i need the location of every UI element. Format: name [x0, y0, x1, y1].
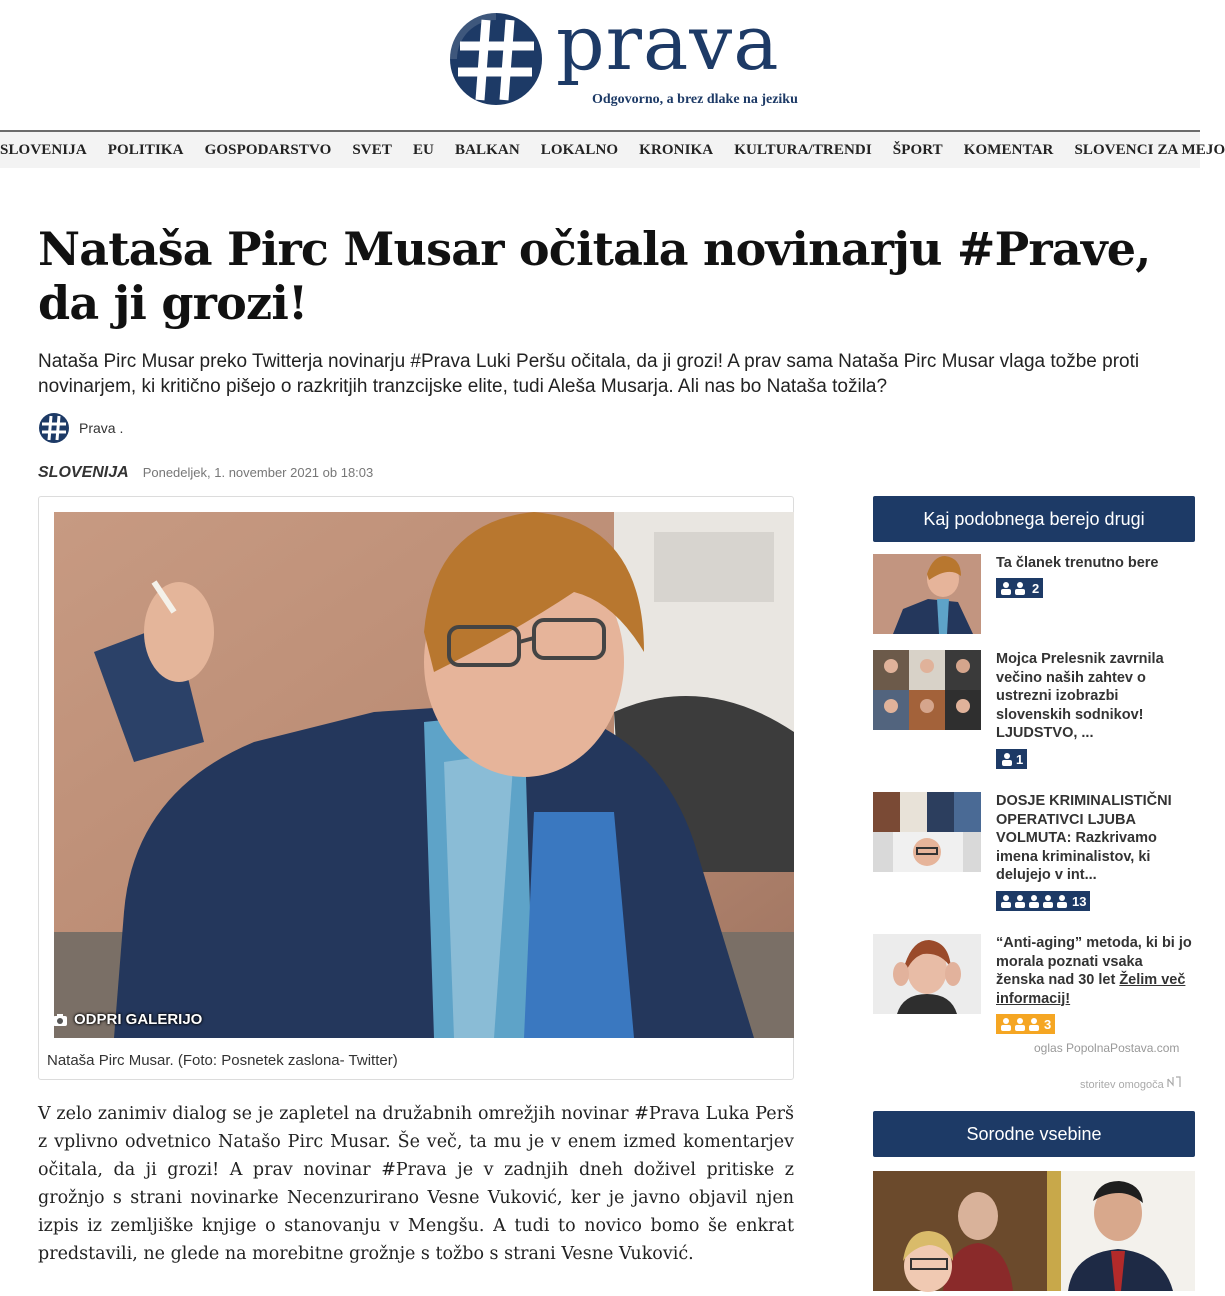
readers-icon: [1000, 581, 1030, 595]
ad-source-note[interactable]: oglas PopolnaPostava.com: [1034, 1041, 1180, 1055]
related-article-image[interactable]: [873, 1171, 1195, 1291]
sidebar-article-1[interactable]: [873, 554, 1195, 634]
reader-count-badge: 2: [996, 578, 1043, 598]
article-figure: [38, 496, 794, 1080]
sidebar-ad[interactable]: [873, 934, 1195, 1034]
article-category[interactable]: SLOVENIJA: [38, 464, 129, 481]
photo-caption: Nataša Pirc Musar. (Foto: Posnetek zaslona- Twitter): [47, 1052, 398, 1069]
hashtag-logo-icon: [446, 12, 546, 106]
article-photo[interactable]: [54, 512, 794, 1038]
nav-item-slovenija[interactable]: SLOVENIJA: [0, 141, 87, 158]
ad-title[interactable]: “Anti-aging” metoda, ki bi jo morala poznati vsaka ženska nad 30 let Želim več informacij!: [996, 935, 1192, 1007]
sidebar-article-title[interactable]: DOSJE KRIMINALISTIČNI OPERATIVCI LJUBA VOLMUTA: Razkrivamo imena kriminalistov, ki delujejo v int...: [996, 793, 1172, 883]
article-lead: Nataša Pirc Musar preko Twitterja novinarju #Prava Luki Peršu očitala, da ji grozi! A prav sama Nataša Pirc Musar vlaga tožbe proti novinarjem, ki kritično pišejo o razkritjih tranzcijske elite, tudi Aleša Musarja. Ali nas bo Nataša tožila?: [38, 351, 1140, 397]
author-avatar-icon: [38, 412, 70, 444]
article-title: Nataša Pirc Musar očitala novinarju #Prave, da ji grozi!: [38, 222, 1151, 330]
nav-item-eu[interactable]: EU: [412, 141, 434, 158]
sidebar-thumb[interactable]: [873, 792, 981, 872]
nav-item-sport[interactable]: ŠPORT: [892, 141, 943, 158]
article-date: Ponedeljek, 1. november 2021 ob 18:03: [142, 465, 374, 480]
provider-logo-icon: [1167, 1076, 1181, 1088]
service-provider-note[interactable]: storitev omogoča: [1080, 1076, 1181, 1091]
reader-count-badge: 3: [996, 1014, 1055, 1034]
sidebar-article-title[interactable]: Ta članek trenutno bere: [996, 555, 1159, 571]
sidebar-thumb[interactable]: [873, 650, 981, 730]
camera-icon: [52, 1013, 68, 1027]
reader-count-badge: 13: [996, 891, 1090, 911]
nav-item-balkan[interactable]: BALKAN: [455, 141, 520, 158]
nav-item-svet[interactable]: SVET: [352, 141, 392, 158]
nav-item-slovenci-za-mejo[interactable]: SLOVENCI ZA MEJO: [1074, 141, 1225, 158]
open-gallery-button[interactable]: [52, 1011, 202, 1028]
readers-icon: [1000, 894, 1070, 908]
related-heading: Sorodne vsebine: [873, 1111, 1195, 1157]
sidebar-thumb[interactable]: [873, 554, 981, 634]
readers-icon: [1000, 752, 1014, 766]
photo-illustration: [54, 512, 794, 1038]
sidebar-article-3[interactable]: [873, 792, 1195, 912]
author-byline[interactable]: [38, 412, 123, 444]
site-logo[interactable]: [446, 0, 826, 112]
author-name[interactable]: Prava .: [79, 420, 124, 436]
ad-more-info-link[interactable]: Želim več informacij!: [996, 972, 1186, 1007]
reader-count-badge: 1: [996, 749, 1027, 769]
nav-item-kronika[interactable]: KRONIKA: [639, 141, 714, 158]
readers-icon: [1000, 1017, 1042, 1031]
article-meta: [38, 464, 373, 482]
nav-item-kultura-trendi[interactable]: KULTURA/TRENDI: [734, 141, 872, 158]
sidebar-article-2[interactable]: [873, 650, 1195, 770]
ad-thumb[interactable]: [873, 934, 981, 1014]
nav-item-komentar[interactable]: KOMENTAR: [963, 141, 1054, 158]
sidebar-article-title[interactable]: Mojca Prelesnik zavrnila večino naših zahtev o ustrezni izobrazbi slovenskih sodnikov! LJUDSTVO, ...: [996, 651, 1164, 741]
nav-item-politika[interactable]: POLITIKA: [107, 141, 184, 158]
article-body: V zelo zanimiv dialog se je zapletel na družabnih omrežjih novinar #Prava Luka Perš z vplivno odvetnico Natašo Pirc Musar. Še več, ta mu je v enem izmed komentarjev očitala, da ji grozi! A prav novinar #Prava je v zadnjih dneh doživel pritiske z grožnjo s strani novinarke Necenzurirano Vesne Vuković, ker je javno objavil njen izpis iz zemljiške knjige o stanovanju v Mengšu. A tudi to novico bomo še enkrat predstavili, ne glede na morebitne grožnje s tožbo s strani Vesne Vuković.: [38, 1104, 794, 1264]
open-gallery-label[interactable]: ODPRI GALERIJO: [74, 1011, 203, 1028]
nav-item-lokalno[interactable]: LOKALNO: [540, 141, 619, 158]
brand-tagline: Odgovorno, a brez dlake na jeziku: [592, 92, 798, 107]
brand-name: prava: [556, 0, 780, 87]
nav-item-gospodarstvo[interactable]: GOSPODARSTVO: [204, 141, 332, 158]
popular-heading: Kaj podobnega berejo drugi: [873, 496, 1195, 542]
main-nav: [0, 130, 1225, 168]
